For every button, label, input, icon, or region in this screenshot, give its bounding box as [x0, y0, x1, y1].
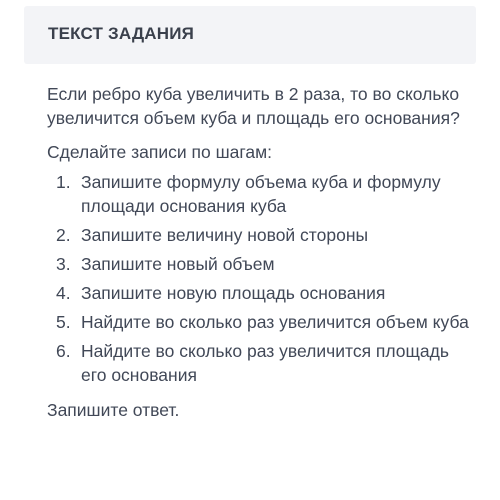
step-text: Запишите новую площадь основания: [81, 283, 386, 303]
answer-prompt: Запишите ответ.: [47, 400, 180, 420]
task-header-title: ТЕКСТ ЗАДАНИЯ: [48, 24, 195, 43]
task-question: Если ребро куба увеличить в 2 раза, то во сколько увеличится объем куба и площадь его основания?: [47, 84, 460, 128]
task-instructions: Сделайте записи по шагам:: [47, 142, 272, 162]
step-number: 6.: [56, 341, 71, 361]
step-item: [47, 170, 477, 218]
step-item: [47, 223, 477, 247]
step-text: Найдите во сколько раз увеличится площадь его основания: [81, 341, 449, 385]
step-text: Запишите формулу объема куба и формулу площади основания куба: [81, 172, 441, 216]
step-number: 3.: [56, 254, 71, 274]
step-text: Найдите во сколько раз увеличится объем куба: [81, 312, 469, 332]
step-item: [47, 252, 477, 276]
task-content: [47, 82, 477, 440]
step-number: 2.: [56, 225, 71, 245]
step-number: 5.: [56, 312, 71, 332]
task-header: [24, 6, 476, 64]
step-text: Запишите новый объем: [81, 254, 275, 274]
step-item: [47, 310, 477, 334]
step-number: 1.: [56, 172, 71, 192]
steps-list: [47, 170, 477, 387]
step-text: Запишите величину новой стороны: [81, 225, 369, 245]
step-item: [47, 281, 477, 305]
step-number: 4.: [56, 283, 71, 303]
step-item: [47, 339, 477, 387]
